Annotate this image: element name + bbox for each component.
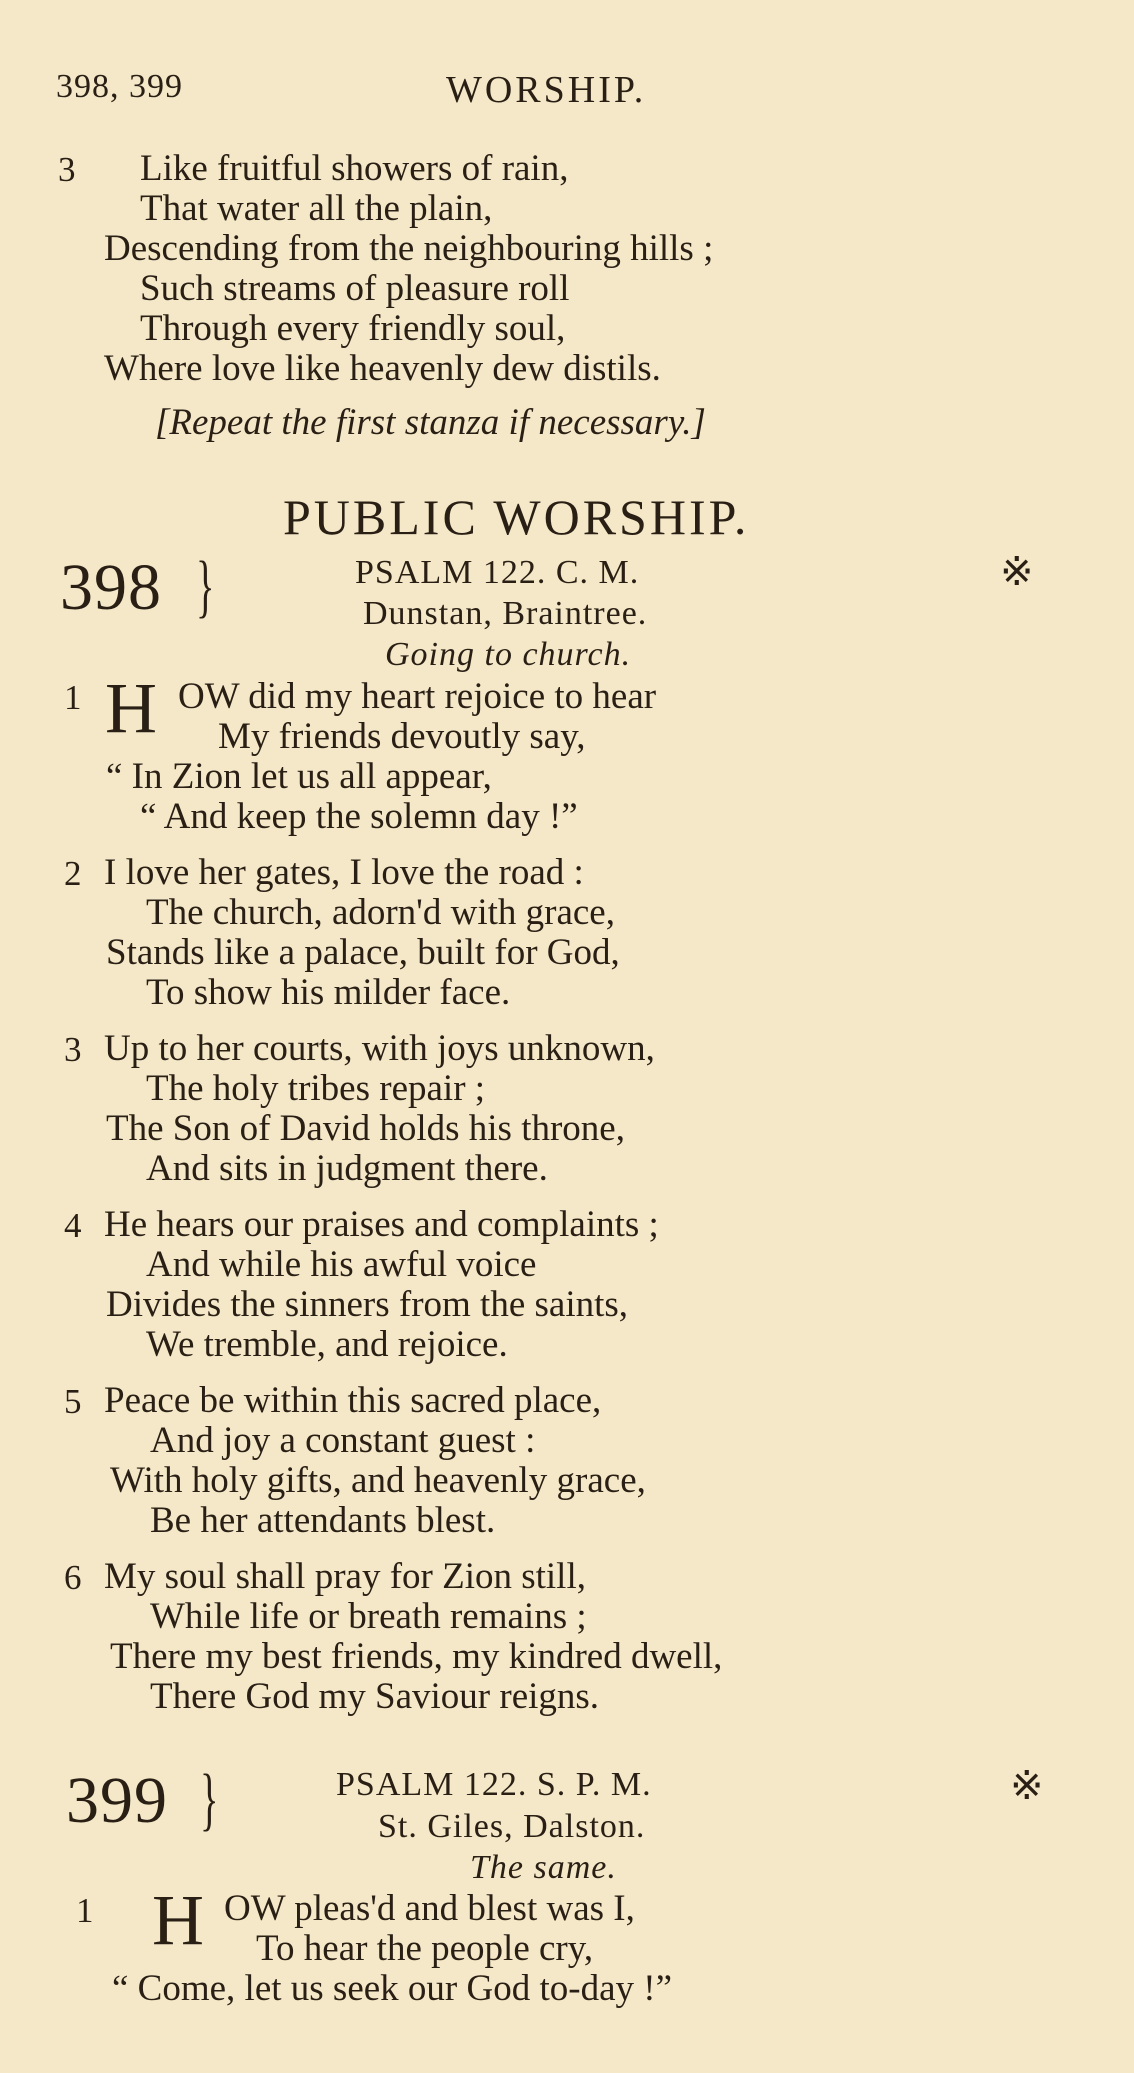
verse-number: 6 xyxy=(64,1558,82,1597)
hymn-subtitle: The same. xyxy=(470,1849,617,1886)
verse-number: 3 xyxy=(64,1030,82,1069)
verse-line: To show his milder face. xyxy=(146,972,511,1013)
verse-line: And while his awful voice xyxy=(146,1244,537,1285)
repeat-note: [Repeat the first stanza if necessary.] xyxy=(155,402,706,443)
verse-line: I love her gates, I love the road : xyxy=(104,852,584,893)
verse-line: Up to her courts, with joys unknown, xyxy=(104,1028,655,1069)
verse-number: 2 xyxy=(64,854,82,893)
verse-line: Peace be within this sacred place, xyxy=(104,1380,602,1421)
verse-line: And joy a constant guest : xyxy=(150,1420,536,1461)
brace-ornament: } xyxy=(196,548,215,625)
running-title: WORSHIP. xyxy=(446,69,647,111)
verse-line: My soul shall pray for Zion still, xyxy=(104,1556,586,1597)
section-title: PUBLIC WORSHIP. xyxy=(283,489,750,545)
verse-line: OW pleas'd and blest was I, xyxy=(224,1888,635,1929)
verse-line: Like fruitful showers of rain, xyxy=(140,148,569,189)
verse-line: OW did my heart rejoice to hear xyxy=(178,676,657,717)
drop-cap: H xyxy=(152,1880,204,1960)
running-header xyxy=(56,68,1096,118)
verse-line: Such streams of pleasure roll xyxy=(140,268,570,309)
verse-number: 1 xyxy=(64,678,82,717)
verse-line: The Son of David holds his throne, xyxy=(106,1108,625,1149)
hymn-tunes: Dunstan, Braintree. xyxy=(363,595,648,632)
asterism-icon: ※ xyxy=(1000,549,1034,594)
verse-line: Through every friendly soul, xyxy=(140,308,566,349)
hymn-subtitle: Going to church. xyxy=(385,636,632,673)
hymn-meter: PSALM 122. C. M. xyxy=(355,554,640,591)
drop-cap: H xyxy=(105,668,157,748)
verse-line: And sits in judgment there. xyxy=(146,1148,548,1189)
verse-line: Divides the sinners from the saints, xyxy=(106,1284,629,1325)
verse-line: There God my Saviour reigns. xyxy=(150,1676,600,1717)
verse-line: While life or breath remains ; xyxy=(150,1596,587,1637)
verse-line: That water all the plain, xyxy=(140,188,493,229)
hymn-number: 399 xyxy=(66,1764,168,1837)
hymn-meter: PSALM 122. S. P. M. xyxy=(336,1766,652,1803)
hymn-number: 398 xyxy=(60,551,162,624)
verse-number: 4 xyxy=(64,1206,82,1245)
verse-line: Where love like heavenly dew distils. xyxy=(104,348,661,389)
verse-line: The holy tribes repair ; xyxy=(146,1068,486,1109)
verse-line: To hear the people cry, xyxy=(256,1928,594,1969)
verse-line: With holy gifts, and heavenly grace, xyxy=(110,1460,646,1501)
hymn-tunes: St. Giles, Dalston. xyxy=(378,1808,646,1845)
verse-number: 3 xyxy=(58,150,76,189)
verse-line: Be her attendants blest. xyxy=(150,1500,496,1541)
verse-line: “ And keep the solemn day !” xyxy=(140,796,578,837)
verse-line: “ In Zion let us all appear, xyxy=(106,756,492,797)
verse-line: The church, adorn'd with grace, xyxy=(146,892,615,933)
brace-ornament: } xyxy=(200,1761,219,1838)
asterism-icon: ※ xyxy=(1010,1763,1044,1808)
verse-line: There my best friends, my kindred dwell, xyxy=(110,1636,723,1677)
verse-line: Descending from the neighbouring hills ; xyxy=(104,228,714,269)
verse-line: We tremble, and rejoice. xyxy=(146,1324,508,1365)
verse-line: My friends devoutly say, xyxy=(218,716,586,757)
verse-line: “ Come, let us seek our God to-day !” xyxy=(112,1968,672,2009)
verse-number: 1 xyxy=(76,1891,94,1930)
verse-line: Stands like a palace, built for God, xyxy=(106,932,620,973)
verse-number: 5 xyxy=(64,1382,82,1421)
verse-line: He hears our praises and complaints ; xyxy=(104,1204,659,1245)
page-numbers: 398, 399 xyxy=(56,68,183,105)
